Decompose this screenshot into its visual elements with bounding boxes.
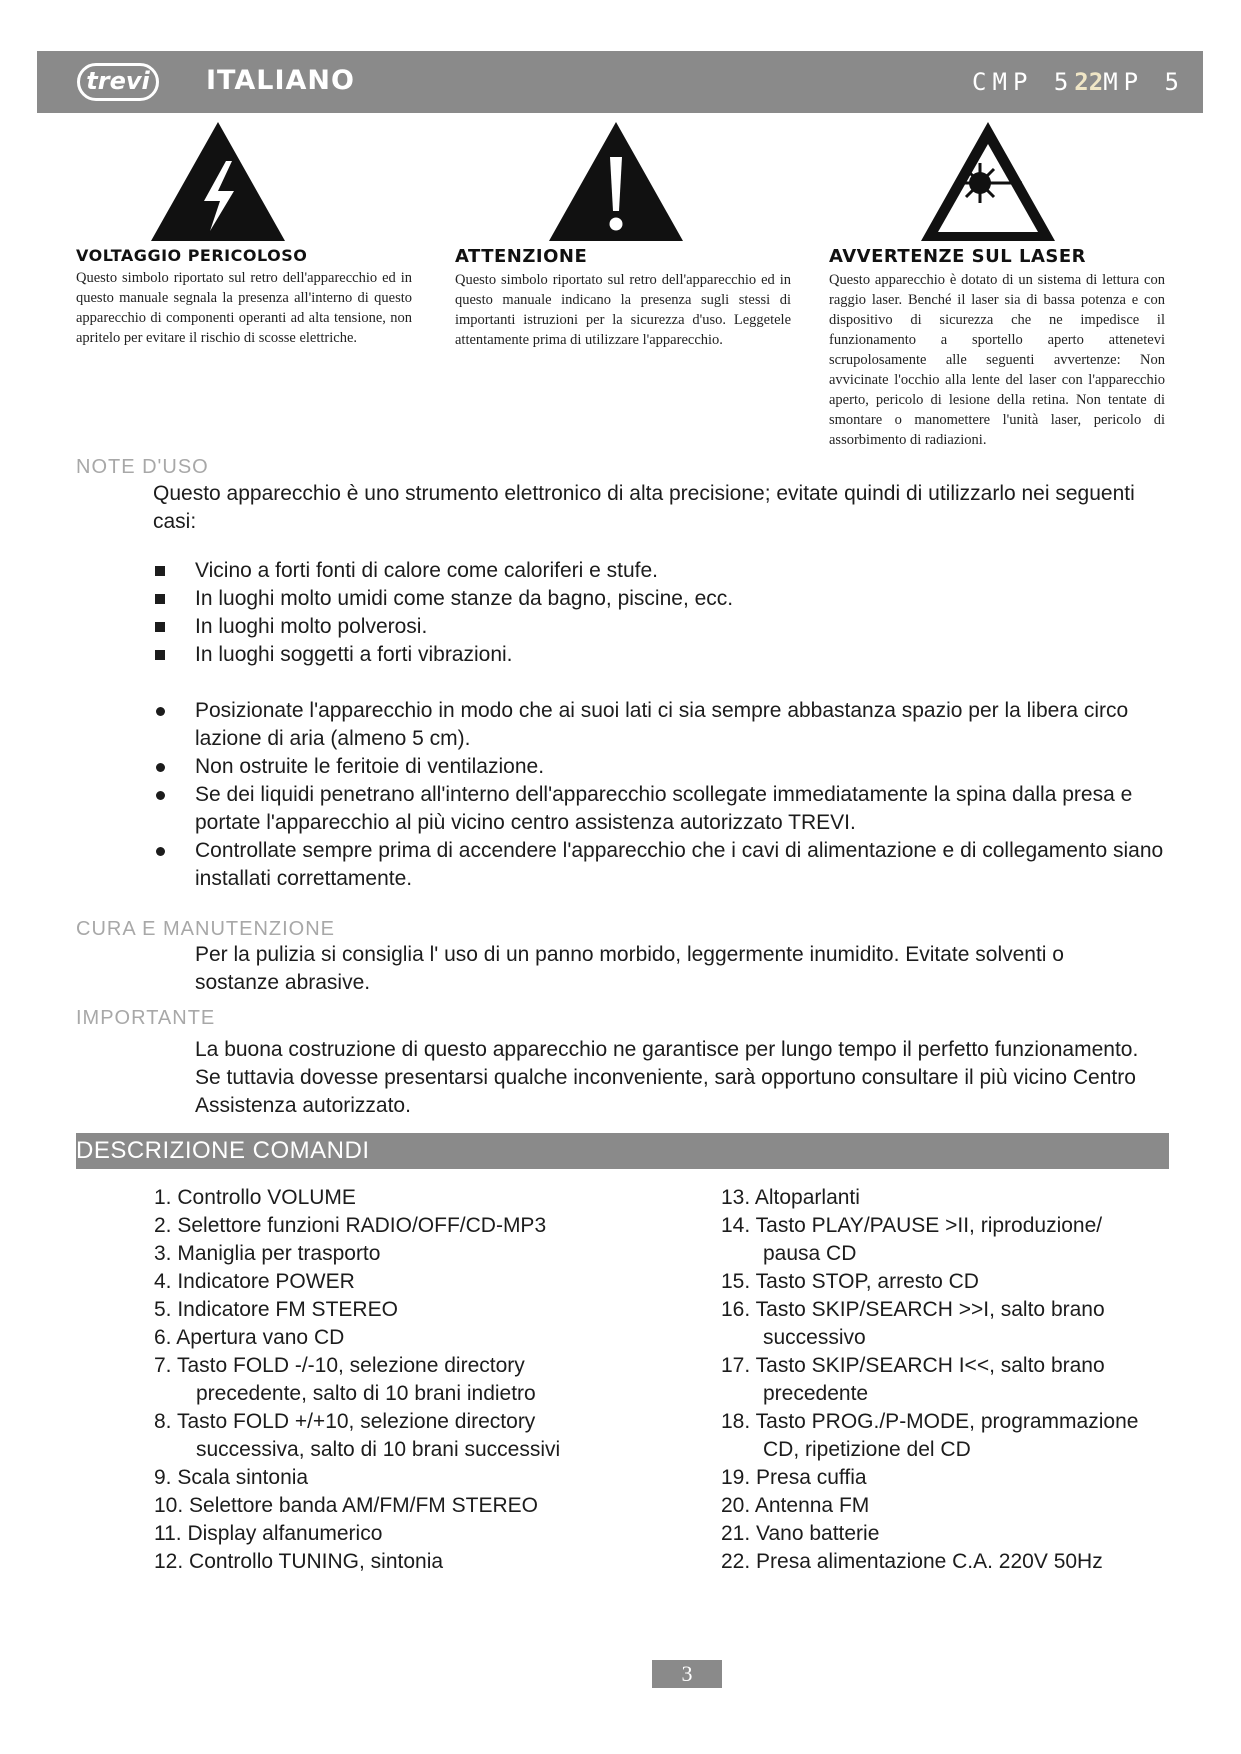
warning-voltage xyxy=(76,246,412,348)
controls-list-right xyxy=(721,1184,1201,1576)
page-number: 3 xyxy=(652,1660,722,1688)
section-heading-note-uso: NOTE D'USO xyxy=(76,456,209,478)
list-item: 19. Presa cuffia xyxy=(721,1466,867,1489)
list-item: In luoghi molto umidi come stanze da bagno, piscine, ecc. xyxy=(152,585,1172,613)
dot-bullet-list xyxy=(152,697,1172,893)
warning-title: AVVERTENZE SUL LASER xyxy=(829,246,1087,267)
header-bar xyxy=(37,51,1203,113)
controls-list-left xyxy=(154,1184,714,1576)
list-item: Controllate sempre prima di accendere l'apparecchio che i cavi di alimentazione e di collegamento siano installati correttamente. xyxy=(152,837,1172,893)
controls-heading-bar xyxy=(76,1133,1169,1169)
list-item: Vicino a forti fonti di calore come caloriferi e stufe. xyxy=(152,557,1172,585)
importante-text: La buona costruzione di questo apparecchio ne garantisce per lungo tempo il perfetto funzionamento. Se tuttavia dovesse presentarsi qualche inconveniente, sarà opportuno consultare il più vicino Centro Assistenza autorizzato. xyxy=(195,1038,1139,1117)
list-item: 6. Apertura vano CD xyxy=(154,1326,345,1349)
list-item: 20. Antenna FM xyxy=(721,1494,870,1517)
warning-laser xyxy=(829,246,1165,450)
list-item: 21. Vano batterie xyxy=(721,1522,880,1545)
laser-warning-icon xyxy=(918,119,1058,244)
language-title: ITALIANO xyxy=(206,65,355,96)
list-item: 1. Controllo VOLUME xyxy=(154,1186,356,1209)
list-item: 13. Altoparlanti xyxy=(721,1186,860,1209)
model-suffix: MP 5 xyxy=(1103,68,1185,96)
list-item: In luoghi soggetti a forti vibrazioni. xyxy=(152,641,1172,669)
list-item: 7. Tasto FOLD -/-10, selezione directory precedente, salto di 10 brani indietro xyxy=(154,1354,536,1405)
square-bullet-icon xyxy=(155,650,165,660)
square-bullet-list xyxy=(152,557,1172,669)
model-code xyxy=(972,68,1185,96)
warning-body: Questo apparecchio è dotato di un sistema di lettura con raggio laser. Benché il laser sia di bassa potenza e con dispositivo di sicurezza che ne impedisce il funzionamento a sportello aperto attenetevi scrupolosamente alle seguenti avvertenze: Non avvicinate l'occhio alla lente del laser con l'apparecchio aperto, pericolo di lesione della retina. Non tentate di smontare o manomettere l'unità laser, pericolo di assorbimento di radiazioni. xyxy=(829,272,1165,448)
trevi-logo: trevi xyxy=(77,63,159,101)
warning-attention xyxy=(455,246,791,350)
list-item: In luoghi molto polverosi. xyxy=(152,613,1172,641)
dot-bullet-icon xyxy=(156,707,165,716)
square-bullet-icon xyxy=(155,622,165,632)
list-item: 2. Selettore funzioni RADIO/OFF/CD-MP3 xyxy=(154,1214,547,1237)
list-item: 16. Tasto SKIP/SEARCH >>I, salto brano successivo xyxy=(721,1298,1105,1349)
model-prefix: CMP 5 xyxy=(972,68,1075,96)
dot-bullet-icon xyxy=(156,847,165,856)
list-item: 15. Tasto STOP, arresto CD xyxy=(721,1270,979,1293)
note-uso-intro: Questo apparecchio è uno strumento elettronico di alta precisione; evitate quindi di utilizzarlo nei seguenti casi: xyxy=(153,482,1135,533)
list-item: 8. Tasto FOLD +/+10, selezione directory successiva, salto di 10 brani successivi xyxy=(154,1410,561,1461)
exclamation-warning-icon xyxy=(546,119,686,244)
cura-text: Per la pulizia si consiglia l' uso di un panno morbido, leggermente inumidito. Evitate solventi o sostanze abrasive. xyxy=(195,943,1064,994)
list-item: 3. Maniglia per trasporto xyxy=(154,1242,381,1265)
square-bullet-icon xyxy=(155,594,165,604)
section-heading-importante: IMPORTANTE xyxy=(76,1007,216,1029)
list-item: 14. Tasto PLAY/PAUSE >II, riproduzione/ pausa CD xyxy=(721,1214,1103,1265)
model-overlay-number: 22 xyxy=(1074,68,1104,96)
list-item: 17. Tasto SKIP/SEARCH I<<, salto brano precedente xyxy=(721,1354,1105,1405)
list-item: Se dei liquidi penetrano all'interno dell'apparecchio scollegate immediatamente la spina dalla presa e portate l'apparecchio al più vicino centro assistenza autorizzato TREVI. xyxy=(152,781,1172,837)
list-item: 22. Presa alimentazione C.A. 220V 50Hz xyxy=(721,1550,1103,1573)
warning-body: Questo simbolo riportato sul retro dell'apparecchio ed in questo manuale segnala la presenza all'interno di questo apparecchio di componenti operanti ad alta tensione, non apritelo per evitare il rischio di scosse elettriche. xyxy=(76,270,412,346)
warning-title: ATTENZIONE xyxy=(455,246,588,267)
list-item: 5. Indicatore FM STEREO xyxy=(154,1298,398,1321)
list-item: 4. Indicatore POWER xyxy=(154,1270,355,1293)
dot-bullet-icon xyxy=(156,791,165,800)
list-item: 18. Tasto PROG./P-MODE, programmazione CD, ripetizione del CD xyxy=(721,1410,1139,1461)
square-bullet-icon xyxy=(155,566,165,576)
section-heading-cura: CURA E MANUTENZIONE xyxy=(76,918,336,940)
lightning-warning-icon xyxy=(148,119,288,244)
list-item: Posizionate l'apparecchio in modo che ai suoi lati ci sia sempre abbastanza spazio per la libera circo lazione di aria (almeno 5 cm). xyxy=(152,697,1172,753)
list-item: 11. Display alfanumerico xyxy=(154,1522,383,1545)
list-item: 9. Scala sintonia xyxy=(154,1466,309,1489)
warning-body: Questo simbolo riportato sul retro dell'apparecchio ed in questo manuale indicano la presenza sugli stessi di importanti istruzioni per la sicurezza d'uso. Leggetele attentamente prima di utilizzare l'apparecchio. xyxy=(455,272,791,348)
dot-bullet-icon xyxy=(156,763,165,772)
list-item: Non ostruite le feritoie di ventilazione. xyxy=(152,753,1172,781)
controls-heading: DESCRIZIONE COMANDI xyxy=(76,1137,370,1164)
warning-title: VOLTAGGIO PERICOLOSO xyxy=(76,246,308,265)
list-item: 12. Controllo TUNING, sintonia xyxy=(154,1550,444,1573)
list-item: 10. Selettore banda AM/FM/FM STEREO xyxy=(154,1494,538,1517)
